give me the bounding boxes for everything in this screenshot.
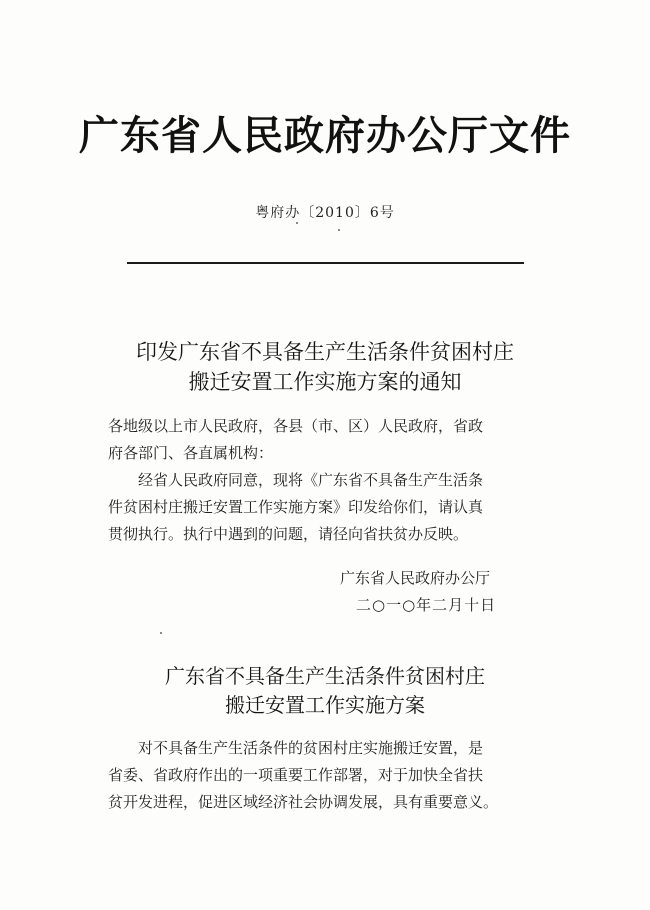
- addressee-line: 各地级以上市人民政府，各县（市、区）人民政府，省政: [108, 417, 484, 435]
- masthead-divider: [127, 262, 524, 264]
- plan-body-line: 对不具备生产生活条件的贫困村庄实施搬迁安置，是: [138, 739, 484, 757]
- scan-speck: [160, 632, 162, 634]
- document-number: 粤府办〔2010〕6号: [255, 205, 395, 221]
- issuer-name: 广东省人民政府办公厅: [340, 569, 491, 587]
- notice-body: [108, 467, 558, 548]
- notice-body-line: 贯彻执行。执行中遇到的问题，请径向省扶贫办反映。: [108, 525, 469, 543]
- issue-date: 二○一○年二月十日: [356, 596, 497, 614]
- notice-title-line: 搬迁安置工作实施方案的通知: [188, 370, 462, 394]
- notice-body-line: 经省人民政府同意，现将《广东省不具备生产生活条: [138, 471, 484, 489]
- plan-title: [0, 662, 650, 720]
- scan-speck: [296, 222, 298, 224]
- addressee-block: [108, 413, 558, 467]
- addressee-line: 府各部门、各直属机构：: [108, 444, 274, 462]
- signature-block: [340, 565, 496, 619]
- plan-body-line: 省委、省政府作出的一项重要工作部署，对于加快全省扶: [108, 766, 484, 784]
- plan-body-line: 贫开发进程，促进区域经济社会协调发展，具有重要意义。: [108, 793, 499, 811]
- plan-body: [108, 735, 558, 816]
- notice-body-line: 件贫困村庄搬迁安置工作实施方案》印发给你们，请认真: [108, 498, 484, 516]
- plan-title-line: 搬迁安置工作实施方案: [225, 693, 425, 717]
- notice-title-line: 印发广东省不具备生产生活条件贫困村庄: [136, 340, 514, 364]
- plan-title-line: 广东省不具备生产生活条件贫困村庄: [165, 664, 485, 688]
- notice-title: [0, 337, 650, 397]
- scan-speck: [338, 229, 340, 231]
- document-masthead: 广东省人民政府办公厅文件: [79, 112, 571, 159]
